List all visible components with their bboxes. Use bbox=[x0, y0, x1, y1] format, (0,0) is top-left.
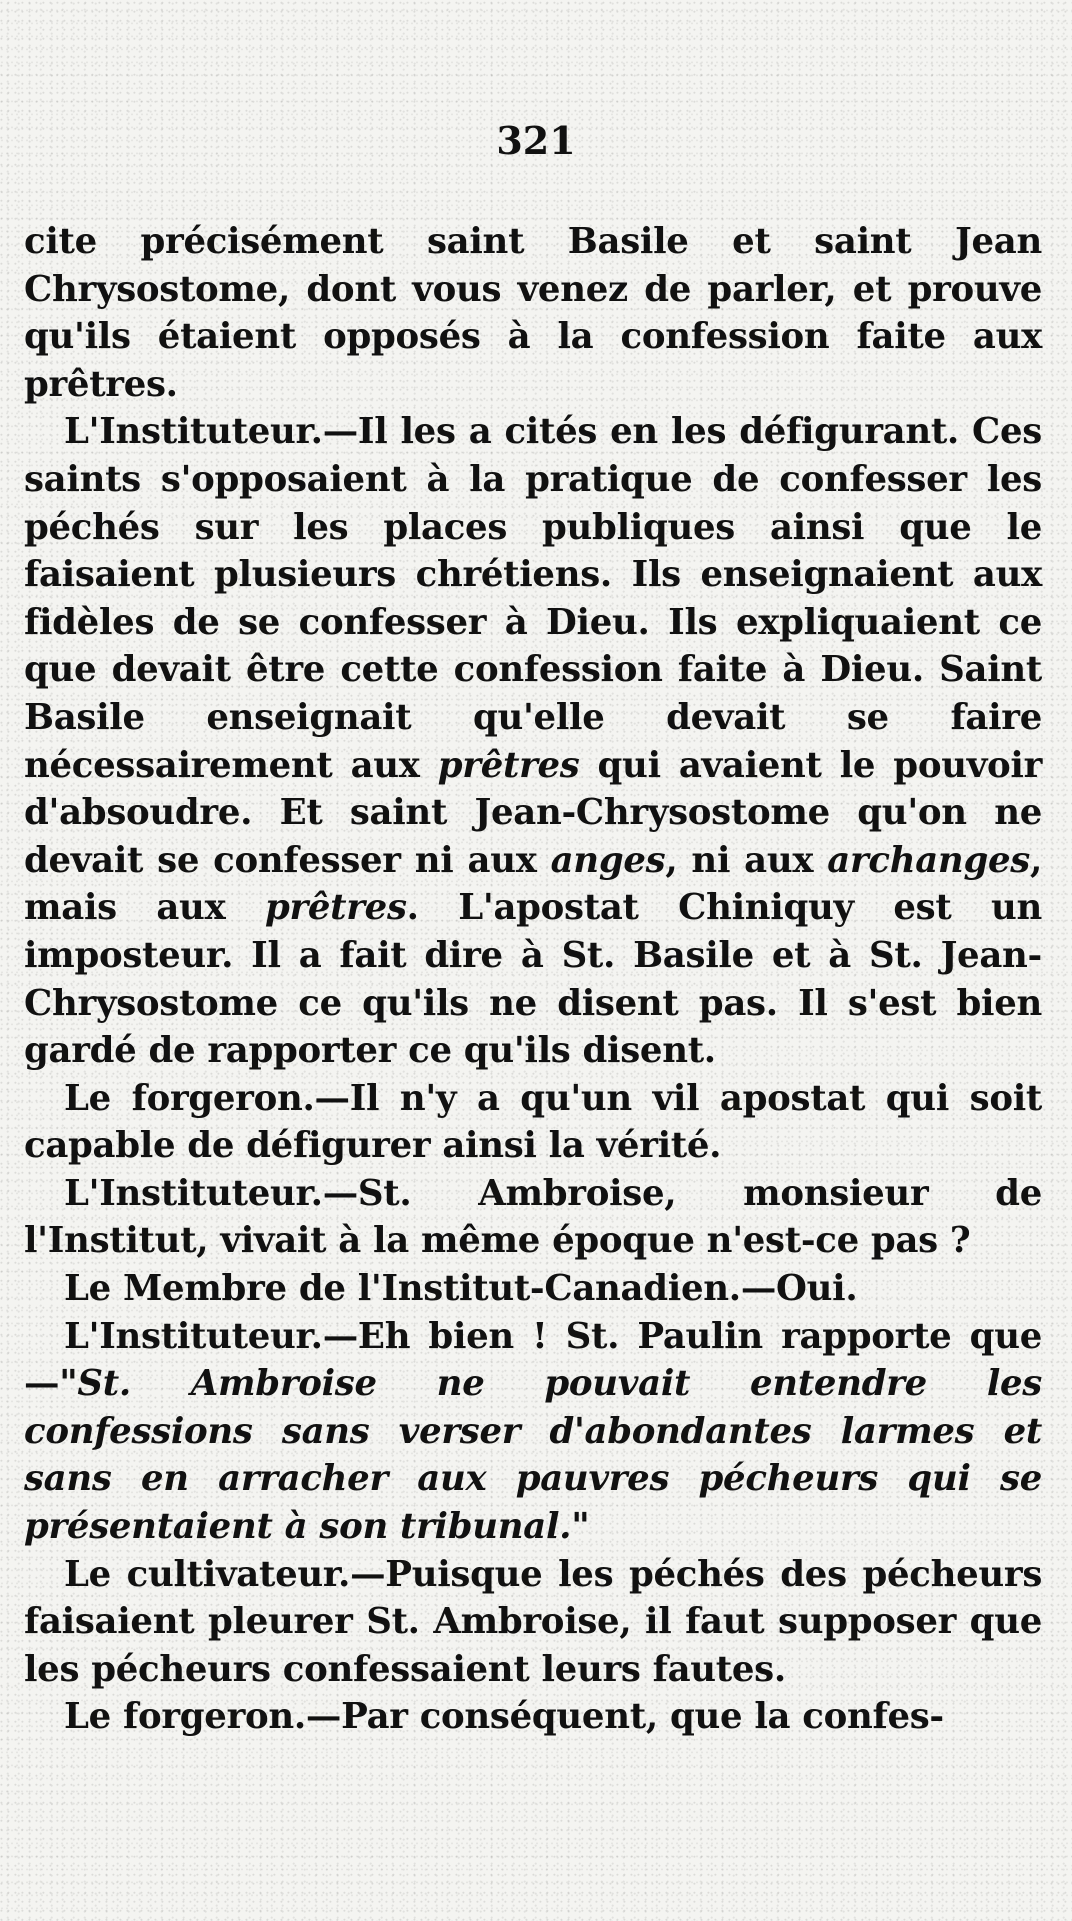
text-segment: —Par conséquent, que la confes- bbox=[305, 1696, 944, 1738]
text-segment: , ni aux bbox=[665, 839, 828, 881]
speaker-name: L'Instituteur. bbox=[64, 1172, 323, 1214]
paragraph bbox=[24, 1693, 1042, 1741]
speaker-name: Le forgeron. bbox=[64, 1077, 315, 1119]
text-segment: —Oui. bbox=[740, 1268, 858, 1310]
paragraph bbox=[24, 408, 1042, 1074]
paragraph bbox=[24, 1313, 1042, 1551]
paragraph bbox=[24, 1265, 1042, 1313]
italic-text: prêtres bbox=[437, 744, 580, 786]
paragraph bbox=[24, 1075, 1042, 1170]
speaker-name: Le cultivateur. bbox=[64, 1553, 351, 1595]
body-text bbox=[24, 218, 1042, 1741]
paragraph bbox=[24, 1551, 1042, 1694]
text-segment: qui avaient le pouvoir d'absoudre. Et saint Jean-Chrysostome qu'on ne devait se confesser ni aux bbox=[24, 744, 1043, 881]
speaker-name: L'Instituteur. bbox=[64, 411, 323, 453]
text-segment: , mais aux bbox=[24, 839, 1042, 929]
paragraph bbox=[24, 1170, 1042, 1265]
italic-text: anges bbox=[550, 839, 666, 881]
italic-text: "St. Ambroise ne pouvait entendre les confessions sans verser d'abondantes larmes et sans en arracher aux pauvres pécheurs qui se présentaient à son tribunal." bbox=[24, 1363, 1042, 1548]
italic-text: prêtres bbox=[264, 887, 407, 929]
speaker-name: Le Membre de l'Institut-Canadien. bbox=[64, 1268, 741, 1310]
page-number: 321 bbox=[496, 118, 576, 163]
text-segment: —Il les a cités en les défigurant. Ces saints s'opposaient à la pratique de confesser les péchés sur les places publiques ainsi que le faisaient plusieurs chrétiens. Ils enseignaient aux fidèles de se confesser à Dieu. Ils expliquaient ce que devait être cette confession faite à Dieu. Saint Basile enseignait qu'elle devait se faire nécessairement aux bbox=[24, 411, 1042, 786]
text-segment: cite précisément saint Basile et saint Jean Chrysostome, dont vous venez de parler, et prouve qu'ils étaient opposés à la confession faite aux prêtres. bbox=[24, 221, 1042, 405]
text-segment: —Puisque les péchés des pécheurs faisaient pleurer St. Ambroise, il faut supposer que les pécheurs confessaient leurs fautes. bbox=[24, 1553, 1043, 1690]
text-segment: —Il n'y a qu'un vil apostat qui soit capable de défigurer ainsi la vérité. bbox=[24, 1077, 1043, 1167]
italic-text: archanges bbox=[827, 839, 1030, 881]
text-segment: —Eh bien ! St. Paulin rapporte que— bbox=[24, 1315, 1042, 1405]
speaker-name: Le forgeron. bbox=[64, 1696, 306, 1738]
speaker-name: L'Instituteur. bbox=[64, 1315, 323, 1357]
text-segment: . L'apostat Chiniquy est un imposteur. Il a fait dire à St. Basile et à St. Jean-Chrysostome ce qu'ils ne disent pas. Il s'est bien gardé de rapporter ce qu'ils disent. bbox=[24, 887, 1042, 1072]
paragraph bbox=[24, 218, 1042, 408]
text-segment: —St. Ambroise, monsieur de l'Institut, vivait à la même époque n'est-ce pas ? bbox=[24, 1172, 1042, 1262]
